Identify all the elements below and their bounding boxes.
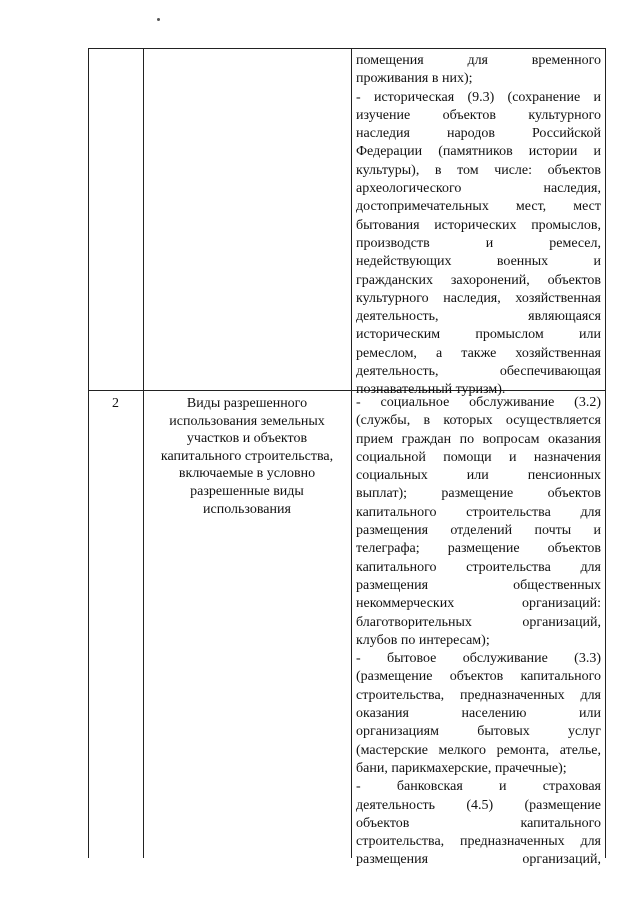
text-line: организациям бытовых услуг bbox=[356, 724, 601, 740]
text-line: гражданских захоронений, объектов bbox=[356, 272, 601, 288]
text-line: - историческая (9.3) (сохранение и bbox=[356, 89, 601, 105]
name-line: разрешенные виды bbox=[190, 483, 304, 499]
text-line: культуры), в том числе: объектов bbox=[356, 162, 601, 178]
text-line: культурного наследия, хозяйственная bbox=[356, 290, 601, 306]
row-number: 2 bbox=[112, 396, 119, 411]
text-line: (размещение объектов капитального bbox=[356, 669, 601, 685]
text-line: размещения отделений почты и bbox=[356, 523, 601, 539]
text-line: (мастерские мелкого ремонта, ателье, bbox=[356, 742, 601, 758]
text-line: некоммерческих организаций: bbox=[356, 596, 601, 612]
text-line: размещения организаций, bbox=[356, 852, 601, 868]
table-column-divider bbox=[351, 48, 352, 858]
text-line: - бытовое обслуживание (3.3) bbox=[356, 651, 601, 667]
text-line: клубов по интересам); bbox=[356, 632, 490, 648]
text-line: проживания в них); bbox=[356, 71, 473, 87]
name-line: капитального строительства, bbox=[160, 448, 334, 464]
permitted-use-text bbox=[356, 394, 601, 870]
text-line: - социальное обслуживание (3.2) bbox=[356, 395, 601, 410]
text-line: благотворительных организаций, bbox=[356, 614, 601, 630]
text-line: достопримечательных мест, мест bbox=[356, 199, 601, 215]
name-line: включаемые в условно bbox=[178, 466, 316, 482]
text-line: (службы, в которых осуществляется bbox=[356, 413, 601, 429]
text-line: строительства, предназначенных для bbox=[356, 834, 601, 850]
text-line: помещения для временного bbox=[356, 53, 601, 68]
text-line: деятельность (4.5) (размещение bbox=[356, 797, 601, 813]
text-line: прием граждан по вопросам оказания bbox=[356, 431, 601, 447]
table-border-right bbox=[605, 48, 606, 858]
text-line: Федерации (памятников истории и bbox=[356, 144, 601, 160]
name-line: использования земельных bbox=[169, 413, 325, 429]
text-line: наследия народов Российской bbox=[356, 126, 601, 142]
text-line: познавательный туризм). bbox=[356, 382, 506, 398]
text-line: бытования исторических промыслов, bbox=[356, 217, 601, 233]
name-line: участков и объектов bbox=[186, 431, 308, 447]
text-line: капитального строительства для bbox=[356, 504, 601, 520]
text-line: деятельность, обеспечивающая bbox=[356, 364, 601, 380]
name-line: использования bbox=[203, 501, 291, 517]
text-line: производств и ремесел, bbox=[356, 235, 601, 251]
text-line: выплат); размещение объектов bbox=[356, 486, 601, 502]
text-line: ремеслом, а также хозяйственная bbox=[356, 345, 601, 361]
text-line: недействующих военных и bbox=[356, 254, 601, 270]
use-category-name bbox=[144, 395, 350, 518]
text-line: строительства, предназначенных для bbox=[356, 687, 601, 703]
table-border-top bbox=[88, 48, 606, 49]
permitted-use-text bbox=[356, 52, 601, 400]
text-line: социальных или пенсионных bbox=[356, 468, 601, 484]
text-line: - банковская и страховая bbox=[356, 779, 601, 795]
text-line: изучение объектов культурного bbox=[356, 107, 601, 123]
text-line: оказания населению или bbox=[356, 706, 601, 722]
scan-speck bbox=[157, 18, 160, 21]
text-line: историческим промыслом или bbox=[356, 327, 601, 343]
text-line: деятельность, являющаяся bbox=[356, 309, 601, 325]
text-line: телеграфа; размещение объектов bbox=[356, 541, 601, 557]
text-line: размещения общественных bbox=[356, 577, 601, 593]
text-line: социальной помощи и назначения bbox=[356, 449, 601, 465]
text-line: капитального строительства для bbox=[356, 559, 601, 575]
text-line: объектов капитального bbox=[356, 815, 601, 831]
text-line: бани, парикмахерские, прачечные); bbox=[356, 760, 567, 776]
land-use-table bbox=[88, 48, 606, 868]
name-line: Виды разрешенного bbox=[186, 396, 308, 411]
table-border-left bbox=[88, 48, 89, 858]
text-line: археологического наследия, bbox=[356, 181, 601, 197]
